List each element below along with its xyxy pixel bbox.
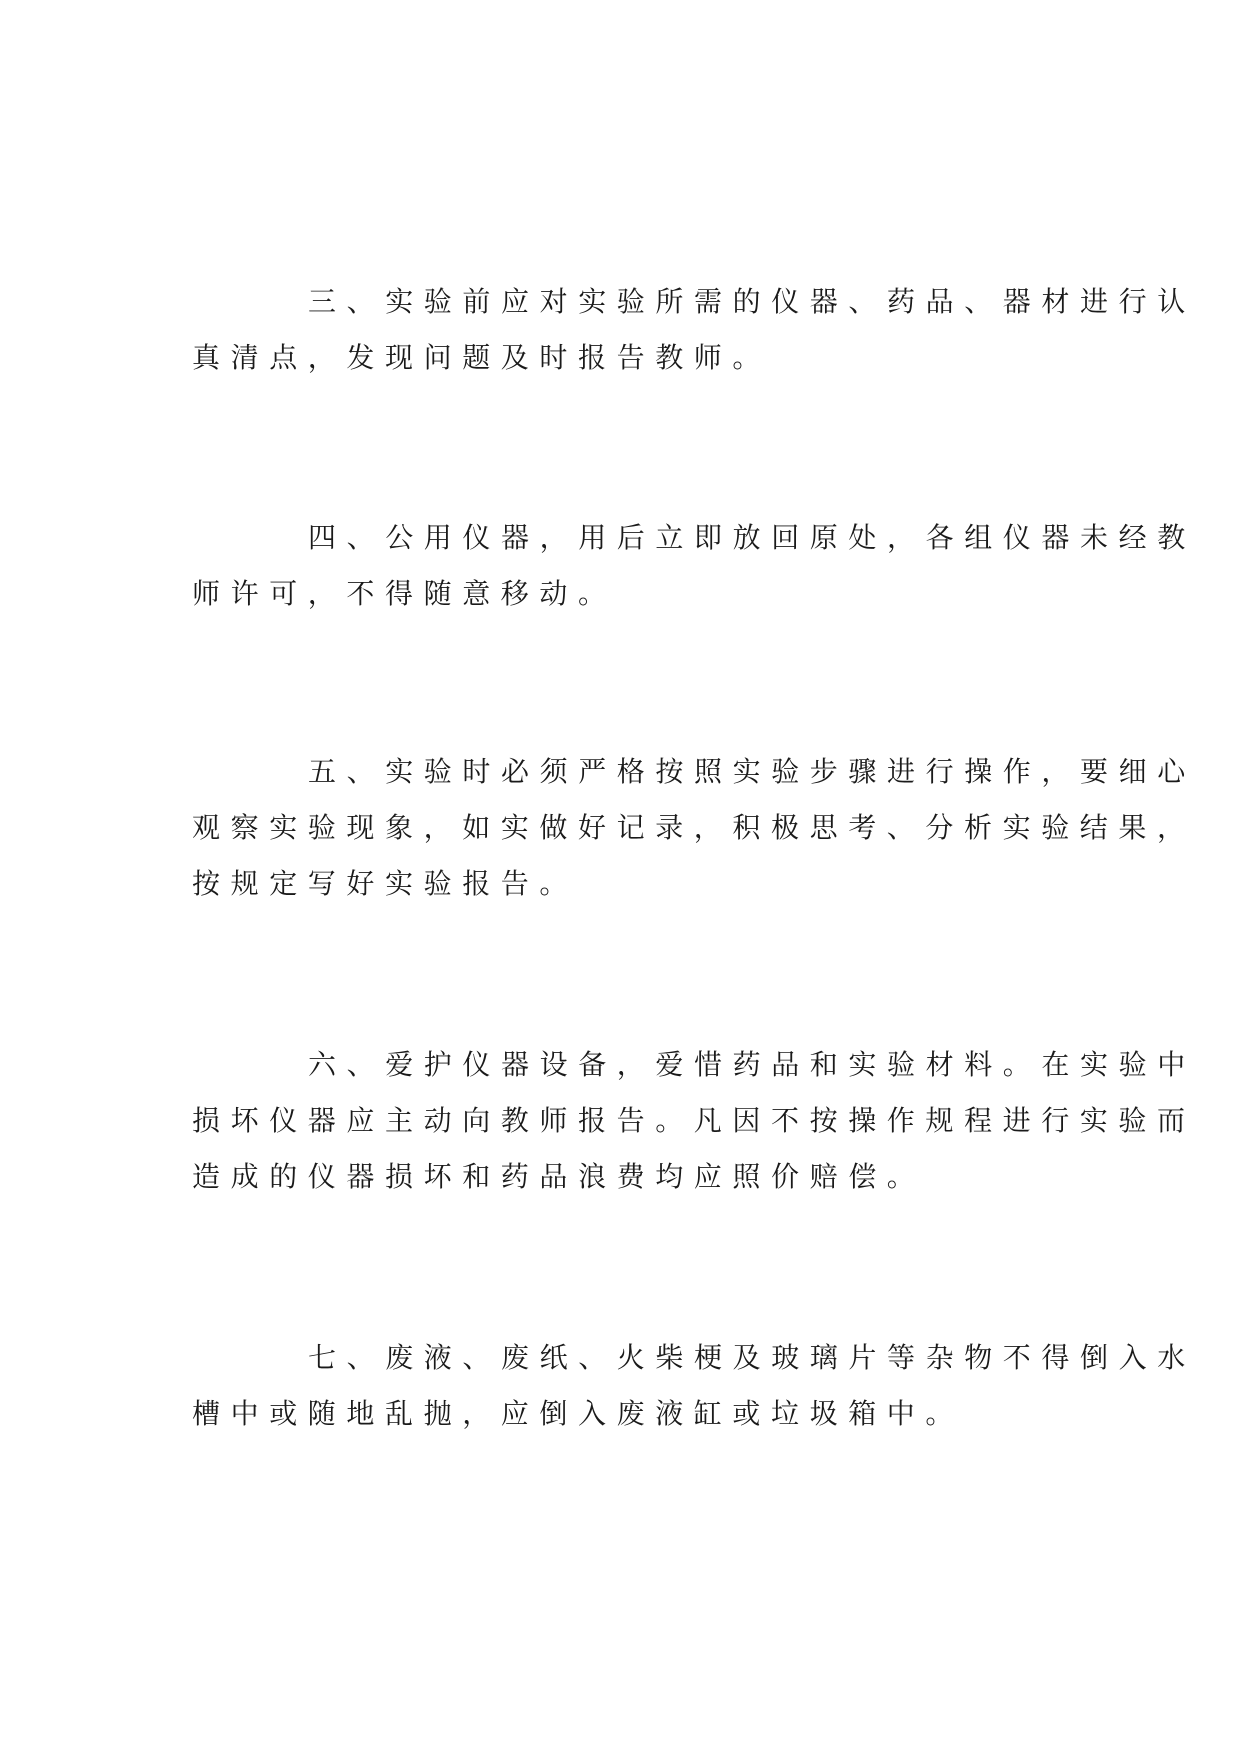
rule-paragraph-3 — [192, 274, 1196, 386]
paragraph-line: 观察实验现象，如实做好记录，积极思考、分析实验结果， — [192, 811, 1196, 844]
paragraph-line: 四、公用仪器，用后立即放回原处，各组仪器未经教 — [308, 521, 1196, 554]
rule-paragraph-6 — [192, 1037, 1196, 1205]
paragraph-line: 损坏仪器应主动向教师报告。凡因不按操作规程进行实验而 — [192, 1104, 1196, 1137]
paragraph-line: 师许可，不得随意移动。 — [192, 577, 617, 610]
paragraph-line: 槽中或随地乱抛，应倒入废液缸或垃圾箱中。 — [192, 1397, 965, 1430]
paragraph-line: 六、爱护仪器设备，爱惜药品和实验材料。在实验中 — [308, 1048, 1196, 1081]
paragraph-line: 七、废液、废纸、火柴梗及玻璃片等杂物不得倒入水 — [308, 1341, 1196, 1374]
paragraph-line: 真清点，发现问题及时报告教师。 — [192, 341, 772, 374]
rule-paragraph-4 — [192, 510, 1196, 622]
rule-paragraph-5 — [192, 744, 1196, 912]
rule-paragraph-7 — [192, 1330, 1196, 1442]
paragraph-line: 按规定写好实验报告。 — [192, 867, 579, 900]
paragraph-line: 五、实验时必须严格按照实验步骤进行操作，要细心 — [308, 755, 1196, 788]
paragraph-line: 三、实验前应对实验所需的仪器、药品、器材进行认 — [308, 285, 1196, 318]
paragraph-line: 造成的仪器损坏和药品浪费均应照价赔偿。 — [192, 1160, 926, 1193]
